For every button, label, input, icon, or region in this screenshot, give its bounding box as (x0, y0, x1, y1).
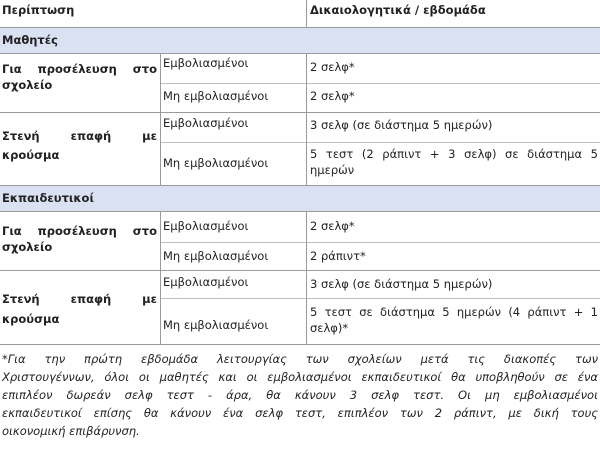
rule (0, 185, 600, 186)
header-case: Περίπτωση (2, 3, 75, 17)
section-band-students (0, 27, 600, 53)
header-documents: Δικαιολογητικά / εβδομάδα (310, 3, 486, 17)
rule (0, 270, 600, 271)
documents-value: 5 τεστ σε διάστημα 5 ημερών (4 ράπιντ + 1 (310, 305, 598, 319)
documents-value: 2 ράπιντ* (310, 249, 366, 263)
documents-value: 3 σελφ (σε διάστημα 5 ημερών) (310, 118, 493, 132)
documents-value: 5 τεστ (2 ράπιντ + 3 σελφ) σε διάστημα 5 (310, 147, 598, 161)
rule (0, 211, 600, 212)
status-label: Εμβολιασμένοι (163, 116, 249, 130)
rule (160, 298, 600, 299)
case-label-line1: Στενή επαφή με (2, 292, 157, 306)
case-label-line2: σχολείο (2, 78, 53, 92)
footnote-line: επιπλέον δωρεάν σελφ τεστ - άρα, θα κάνουν 3 σελφ τεστ. Οι μη εμβολιασμένοι (2, 388, 598, 402)
column-rule (306, 0, 307, 27)
status-label: Μη εμβολιασμένοι (163, 249, 269, 263)
footnote-line: οικονομική επιβάρυνση. (2, 424, 140, 438)
case-label-line2: κρούσμα (2, 148, 60, 162)
column-rule (160, 53, 161, 185)
case-label-line2: κρούσμα (2, 312, 60, 326)
column-rule (306, 53, 307, 185)
documents-value-line2: σελφ)* (310, 321, 349, 335)
case-label-line1: Για προσέλευση στο (2, 62, 157, 76)
status-label: Μη εμβολιασμένοι (163, 89, 269, 103)
status-label: Εμβολιασμένοι (163, 56, 249, 70)
column-rule (306, 211, 307, 344)
documents-value: 3 σελφ (σε διάστημα 5 ημερών) (310, 277, 493, 291)
section-title-teachers: Εκπαιδευτικοί (2, 191, 94, 205)
status-label: Μη εμβολιασμένοι (163, 156, 269, 170)
footnote-line: εκπαιδευτικοί επίσης θα κάνουν ένα σελφ τεστ, επιπλέον των 2 ράπιντ, με δική τους (2, 406, 598, 420)
case-label-line1: Στενή επαφή με (2, 129, 157, 143)
rule (0, 53, 600, 54)
rule (160, 142, 600, 143)
footnote-line: Χριστουγέννων, όλοι οι μαθητές και οι εμβολιασμένοι εκπαιδευτικοί θα υποβληθούν σε ένα (2, 370, 598, 384)
column-rule (160, 211, 161, 344)
rule (0, 344, 600, 345)
rule (0, 27, 600, 28)
documents-value: 2 σελφ* (310, 60, 355, 74)
rule (160, 242, 600, 243)
documents-value: 2 σελφ* (310, 219, 355, 233)
rule (0, 112, 600, 113)
status-label: Μη εμβολιασμένοι (163, 318, 269, 332)
status-label: Εμβολιασμένοι (163, 219, 249, 233)
status-label: Εμβολιασμένοι (163, 275, 249, 289)
documents-value: 2 σελφ* (310, 89, 355, 103)
case-label-line2: σχολείο (2, 240, 53, 254)
documents-value-line2: ημερών (310, 163, 355, 177)
footnote-line: *Για την πρώτη εβδομάδα λειτουργίας των σχολείων μετά τις διακοπές των (2, 352, 598, 366)
case-label-line1: Για προσέλευση στο (2, 224, 157, 238)
rule (160, 83, 600, 84)
section-title-students: Μαθητές (2, 33, 58, 47)
